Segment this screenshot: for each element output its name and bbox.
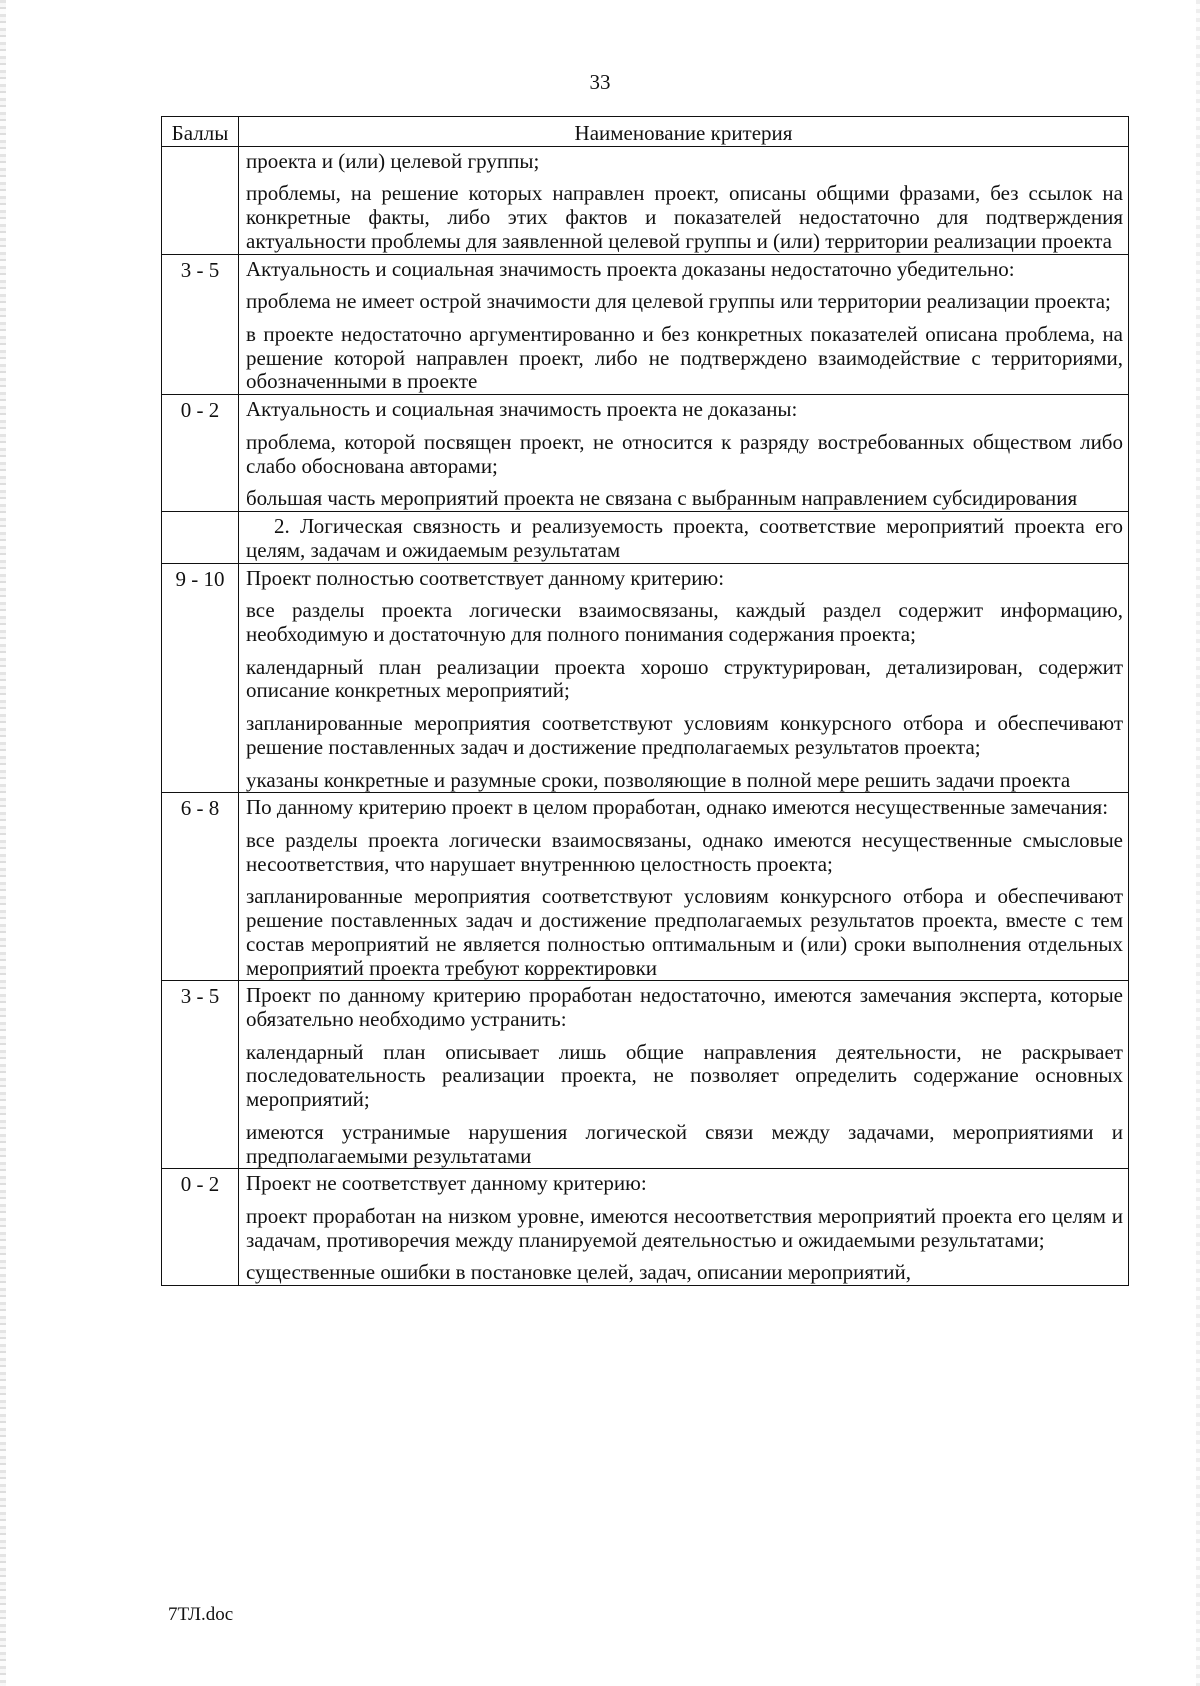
criterion-paragraph: проект проработан на низком уровне, имеются несоответствия мероприятий проекта его целям и задачам, противоречия между планируемой деятельностью и ожидаемыми результатами; (246, 1204, 1123, 1252)
score-cell: 6 - 8 (162, 793, 239, 981)
table-header-row (162, 117, 1129, 147)
criterion-paragraph: в проекте недостаточно аргументированно и без конкретных показателей описана проблема, на решение которой направлен проект, либо не подтверждено взаимодействие с территориями, обозначенными в проекте (246, 322, 1123, 394)
criterion-cell (239, 563, 1129, 793)
criterion-paragraph: 2. Логическая связность и реализуемость проекта, соответствие мероприятий проекта его целям, задачам и ожидаемым результатам (246, 514, 1123, 562)
criterion-paragraph: проекта и (или) целевой группы; (246, 148, 540, 173)
criteria-table (161, 116, 1129, 1286)
criterion-cell (239, 146, 1129, 254)
criterion-paragraph: большая часть мероприятий проекта не связана с выбранным направлением субсидирования (246, 486, 1078, 511)
score-cell: 9 - 10 (162, 563, 239, 793)
table-row (162, 1169, 1129, 1286)
score-cell: 3 - 5 (162, 981, 239, 1169)
criterion-paragraph: По данному критерию проект в целом проработан, однако имеются несущественные замечания: (246, 795, 1109, 820)
criterion-paragraph: Проект не соответствует данному критерию: (246, 1171, 647, 1196)
header-criterion: Наименование критерия (239, 117, 1129, 147)
table-row (162, 395, 1129, 512)
score-cell (162, 512, 239, 563)
criterion-cell (239, 793, 1129, 981)
criterion-cell (239, 395, 1129, 512)
scan-edge-left (0, 0, 6, 1686)
criterion-paragraph: Актуальность и социальная значимость проекта доказаны недостаточно убедительно: (246, 256, 1015, 281)
score-cell: 3 - 5 (162, 254, 239, 395)
criterion-paragraph: все разделы проекта логически взаимосвязаны, каждый раздел содержит информацию, необходимую и достаточную для полного понимания содержания проекта; (246, 598, 1123, 646)
criterion-paragraph: проблема, которой посвящен проект, не относится к разряду востребованных обществом либо слабо обоснована авторами; (246, 429, 1123, 478)
table-row (162, 512, 1129, 563)
page-number: 33 (589, 70, 611, 94)
table-row (162, 981, 1129, 1169)
table-row (162, 254, 1129, 395)
score-cell: 0 - 2 (162, 1169, 239, 1286)
criterion-paragraph: календарный план реализации проекта хорошо структурирован, детализирован, содержит описание конкретных мероприятий; (246, 654, 1123, 703)
criterion-cell (239, 1169, 1129, 1286)
footer-filename: 7ТЛ.doc (168, 1604, 234, 1625)
criterion-paragraph: календарный план описывает лишь общие направления деятельности, не раскрывает последовательность реализации проекта, не позволяет определить содержание основных мероприятий; (246, 1039, 1123, 1112)
criterion-cell (239, 981, 1129, 1169)
criterion-paragraph: Проект по данному критерию проработан недостаточно, имеются замечания эксперта, которые обязательно необходимо устранить: (246, 983, 1123, 1031)
header-score: Баллы (162, 117, 239, 147)
criterion-paragraph: запланированные мероприятия соответствуют условиям конкурсного отбора и обеспечивают решение поставленных задач и достижение предполагаемых результатов проекта, вместе с тем состав мероприятий не является полностью оптимальным и (или) сроки выполнения отдельных мероприятий проекта требуют корректировки (246, 884, 1123, 980)
criterion-paragraph: запланированные мероприятия соответствуют условиям конкурсного отбора и обеспечивают решение поставленных задач и достижение предполагаемых результатов проекта; (246, 711, 1123, 759)
score-cell (162, 146, 239, 254)
criterion-paragraph: существенные ошибки в постановке целей, задач, описании мероприятий, (246, 1260, 911, 1285)
score-cell: 0 - 2 (162, 395, 239, 512)
table-row (162, 563, 1129, 793)
scan-edge-right (1196, 0, 1200, 1686)
criterion-cell (239, 254, 1129, 395)
criterion-paragraph: проблема не имеет острой значимости для целевой группы или территории реализации проекта; (246, 289, 1111, 314)
table-row (162, 146, 1129, 254)
criterion-paragraph: проблемы, на решение которых направлен проект, описаны общими фразами, без ссылок на конкретные факты, либо этих фактов и показателей недостаточно для подтверждения актуальности проблемы для заявленной целевой группы и (или) территории реализации проекта (246, 181, 1123, 253)
criterion-paragraph: Проект полностью соответствует данному критерию: (246, 565, 725, 590)
criteria-table-body (162, 117, 1129, 1286)
criterion-paragraph: Актуальность и социальная значимость проекта не доказаны: (246, 397, 798, 422)
criterion-paragraph: все разделы проекта логически взаимосвязаны, однако имеются несущественные смысловые несоответствия, что нарушает внутреннюю целостность проекта; (246, 827, 1123, 876)
criterion-cell (239, 512, 1129, 563)
table-row (162, 793, 1129, 981)
criterion-paragraph: указаны конкретные и разумные сроки, позволяющие в полной мере решить задачи проекта (246, 767, 1071, 792)
criterion-paragraph: имеются устранимые нарушения логической связи между задачами, мероприятиями и предполагаемыми результатами (246, 1119, 1123, 1168)
